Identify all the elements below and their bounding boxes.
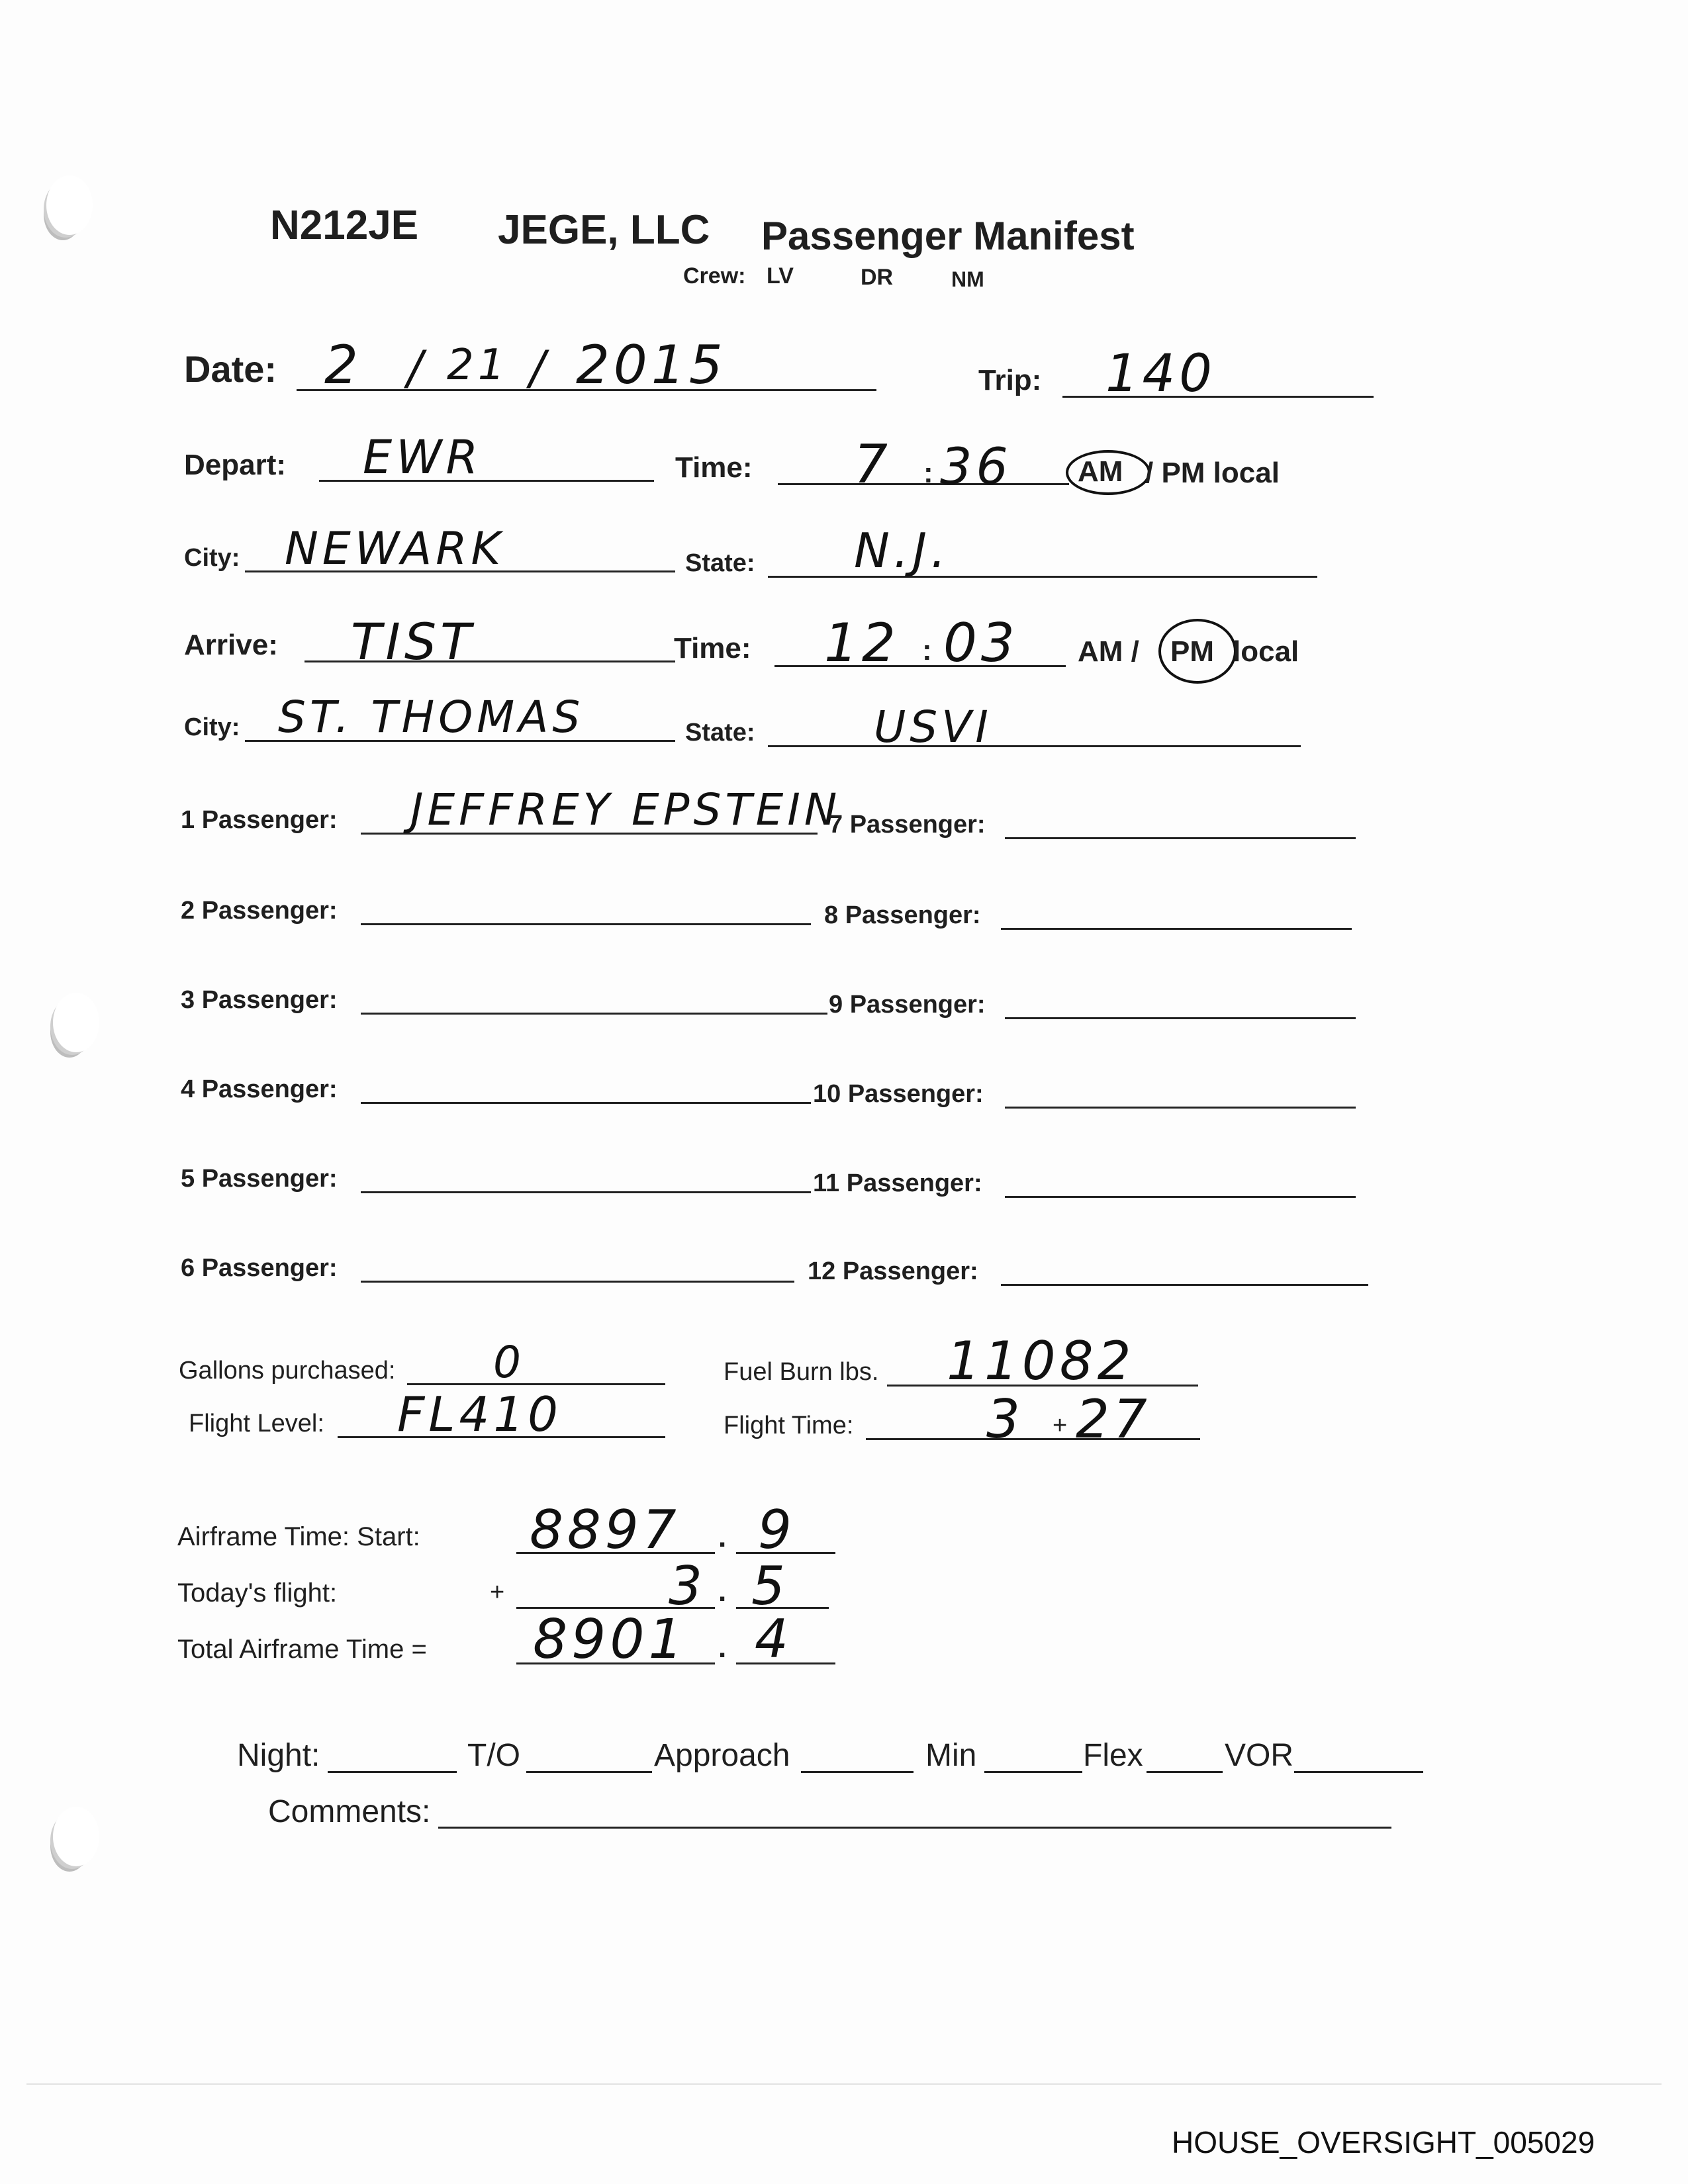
takeoff-label: T/O (467, 1738, 520, 1773)
airframe-start-label: Airframe Time: Start: (177, 1522, 420, 1551)
airframe-start-dot: . (718, 1521, 727, 1553)
passenger-6-line (361, 1281, 794, 1283)
approach-line (801, 1771, 914, 1773)
depart-city-label: City: (184, 544, 240, 572)
passenger-8-line (1001, 928, 1352, 930)
depart-label: Depart: (184, 449, 287, 481)
todays-flight-label: Today's flight: (177, 1578, 338, 1608)
date-day: 21 (447, 341, 509, 390)
arrive-time-colon: : (922, 634, 932, 666)
depart-am: AM (1078, 455, 1123, 488)
date-separator-2: / (530, 341, 549, 395)
page-bottom-edge (26, 2083, 1662, 2085)
depart-state-label: State: (685, 549, 755, 577)
date-label: Date: (184, 348, 277, 390)
night-line (328, 1771, 457, 1773)
company-name: JEGE, LLC (498, 207, 710, 253)
passenger-8-label: 8 Passenger: (824, 901, 981, 929)
airframe-start-tenth: 9 (758, 1499, 796, 1561)
crew-member-3: NM (951, 267, 984, 291)
arrive-state-label: State: (685, 719, 755, 747)
passenger-11-label: 11 Passenger: (813, 1169, 982, 1197)
passenger-4-label: 4 Passenger: (181, 1075, 338, 1103)
total-airframe-dot: . (718, 1631, 727, 1664)
passenger-6-label: 6 Passenger: (181, 1254, 338, 1282)
min-label: Min (925, 1738, 977, 1773)
todays-flight-tenth: 5 (751, 1555, 789, 1617)
trip-label: Trip: (978, 364, 1042, 396)
flight-time-minutes: 27 (1076, 1388, 1151, 1450)
passenger-3-label: 3 Passenger: (181, 986, 338, 1014)
arrive-city-label: City: (184, 713, 240, 741)
passenger-9-label: 9 Passenger: (829, 991, 986, 1019)
depart-pm-local: / PM local (1145, 457, 1280, 489)
arrive-minutes: 03 (943, 612, 1019, 674)
passenger-4-line (361, 1102, 811, 1104)
depart-airport: EWR (363, 430, 483, 484)
arrive-time-label: Time: (674, 632, 751, 664)
arrive-local: local (1233, 635, 1299, 668)
arrive-pm: PM (1170, 635, 1214, 668)
total-airframe-tenth: 4 (755, 1608, 792, 1670)
todays-flight-whole: 3 (669, 1555, 706, 1617)
arrive-label: Arrive: (184, 629, 278, 661)
crew-label: Crew: (683, 263, 746, 289)
depart-state-line (768, 576, 1317, 578)
passenger-3-line (361, 1013, 827, 1015)
gallons-label: Gallons purchased: (179, 1357, 396, 1385)
fuel-burn-label: Fuel Burn lbs. (724, 1358, 879, 1386)
passenger-10-line (1005, 1107, 1356, 1109)
tail-number: N212JE (270, 203, 419, 248)
flight-time-label: Flight Time: (724, 1412, 854, 1439)
binder-hole-bottom (53, 1807, 99, 1866)
flight-level-value: FL410 (397, 1387, 562, 1442)
arrive-hour: 12 (824, 612, 900, 674)
airframe-start-whole: 8897 (530, 1499, 680, 1561)
arrive-state: USVI (874, 702, 992, 752)
passenger-9-line (1005, 1017, 1356, 1019)
passenger-11-line (1005, 1196, 1356, 1198)
min-line (984, 1771, 1082, 1773)
vor-line (1294, 1771, 1423, 1773)
crew-member-2: DR (861, 265, 894, 290)
passenger-5-line (361, 1191, 811, 1193)
passenger-7-line (1005, 837, 1356, 839)
passenger-5-label: 5 Passenger: (181, 1165, 338, 1193)
arrive-city: ST. THOMAS (278, 692, 585, 743)
passenger-1-label: 1 Passenger: (181, 806, 338, 834)
gallons-line (407, 1383, 665, 1385)
depart-city: NEWARK (285, 523, 505, 575)
flight-time-plus: + (1053, 1412, 1068, 1439)
comments-line (438, 1827, 1391, 1829)
depart-state: N.J. (854, 523, 950, 578)
trip-number: 140 (1105, 344, 1216, 404)
flex-line (1147, 1771, 1223, 1773)
total-airframe-whole: 8901 (533, 1608, 687, 1671)
fuel-burn-value: 11082 (947, 1330, 1135, 1392)
depart-hour: 7 (854, 433, 892, 495)
bates-number: HOUSE_OVERSIGHT_005029 (1172, 2125, 1595, 2160)
passenger-12-label: 12 Passenger: (808, 1257, 978, 1285)
passenger-2-label: 2 Passenger: (181, 897, 338, 925)
passenger-1-name: JEFFREY EPSTEIN (410, 784, 841, 835)
arrive-state-line (768, 745, 1301, 747)
passenger-12-line (1001, 1284, 1368, 1286)
depart-minutes: 36 (940, 437, 1012, 496)
binder-hole-middle (53, 993, 99, 1052)
passenger-10-label: 10 Passenger: (813, 1080, 984, 1108)
date-year: 2015 (576, 334, 727, 396)
takeoff-line (526, 1771, 652, 1773)
flex-label: Flex (1083, 1738, 1143, 1773)
arrive-am: AM / (1078, 635, 1139, 668)
todays-flight-dot: . (718, 1575, 727, 1608)
date-separator-1: / (407, 341, 427, 395)
binder-hole-top (46, 175, 93, 235)
date-month: 2 (324, 334, 362, 396)
passenger-7-label: 7 Passenger: (829, 811, 986, 839)
total-airframe-label: Total Airframe Time = (177, 1635, 427, 1664)
approach-label: Approach (654, 1738, 790, 1773)
arrive-time-line (774, 665, 1066, 667)
gallons-value: 0 (493, 1337, 525, 1388)
todays-flight-plus: + (490, 1578, 505, 1606)
manifest-title: Passenger Manifest (761, 214, 1135, 258)
passenger-2-line (361, 923, 811, 925)
arrive-airport: TIST (351, 612, 475, 671)
comments-label: Comments: (268, 1794, 431, 1829)
night-label: Night: (237, 1738, 320, 1773)
flight-time-hours: 3 (986, 1388, 1024, 1450)
crew-member-1: LV (767, 263, 794, 289)
depart-time-colon: : (923, 457, 933, 489)
depart-time-label: Time: (675, 451, 753, 484)
flight-level-label: Flight Level: (189, 1410, 324, 1437)
vor-label: VOR (1225, 1738, 1294, 1773)
